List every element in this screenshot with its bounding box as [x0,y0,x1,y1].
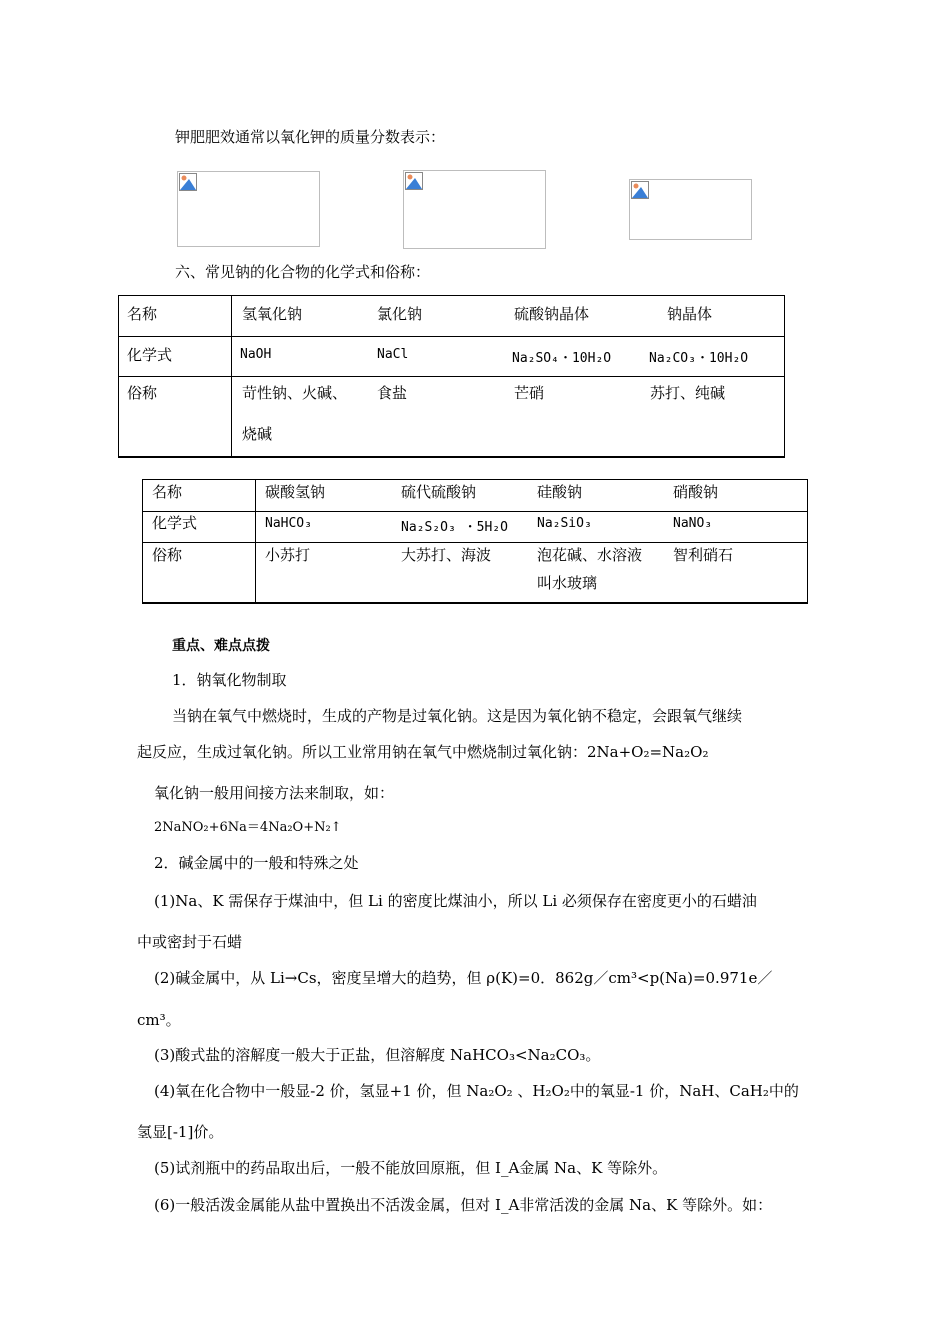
table2-alias-na2s2o3: 大苏打、海波 [401,546,492,564]
table1-alias-naoh-line1: 苛性钠、火碱、 [242,384,348,402]
item4-line2: 氢显[-1]价。 [137,1123,224,1141]
table1-alias-naoh-line2: 烧碱 [242,425,273,443]
table1-alias-label: 俗称 [127,384,158,402]
table2-name-na2sio3: 硅酸钠 [537,483,583,501]
point1-title: 1．钠氧化物制取 [172,671,287,689]
table1-header-name: 名称 [127,305,158,323]
table1-alias-na2so4: 芒硝 [514,384,545,402]
table2-alias-na2sio3-line2: 叫水玻璃 [537,574,598,592]
point2-title: 2．碱金属中的一般和特殊之处 [154,854,359,872]
item1-line1: (1)Na、K 需保存于煤油中，但 Li 的密度比煤油小，所以 Li 必须保存在密度更小的石蜡油 [154,892,757,910]
intro-text: 钾肥肥效通常以氧化钾的质量分数表示： [175,128,446,146]
table1-formula-nacl: NaCl [377,347,409,362]
item4-line1: (4)氧在化合物中一般显-2 价，氢显+1 价，但 Na₂O₂ 、H₂O₂中的氧显-1 价，NaH、CaH₂中的 [154,1082,799,1100]
key-points-heading: 重点、难点点拨 [172,637,270,653]
sodium-compounds-table-2 [142,479,808,604]
table1-name-na2so4: 硫酸钠晶体 [514,305,590,323]
image-placeholder-3 [629,179,752,240]
table2-formula-na2sio3: Na₂SiO₃ [537,516,592,531]
point1-line3: 氧化钠一般用间接方法来制取，如： [154,784,395,802]
table1-alias-nacl: 食盐 [377,384,408,402]
table2-header-name: 名称 [152,483,183,501]
image-placeholder-2 [403,170,546,249]
point1-line2: 起反应，生成过氧化钠。所以工业常用钠在氧气中燃烧制过氧化钠：2Na+O₂=Na₂O₂ [137,743,709,761]
table1-formula-na2so4: Na₂SO₄・10H₂O [512,351,612,366]
table2-alias-na2sio3-line1: 泡花碱、水溶液 [537,546,643,564]
table1-formula-label: 化学式 [127,346,173,364]
table2-formula-na2s2o3: Na₂S₂O₃ ・5H₂O [401,520,508,535]
item3: (3)酸式盐的溶解度一般大于正盐，但溶解度 NaHCO₃<Na₂CO₃。 [154,1046,601,1064]
table2-alias-nano3: 智利硝石 [673,546,734,564]
item2-line2: cm³。 [137,1011,181,1029]
broken-image-icon [631,181,649,199]
table2-alias-label: 俗称 [152,546,183,564]
broken-image-icon [405,172,423,190]
table2-name-nahco3: 碳酸氢钠 [265,483,326,501]
sodium-compounds-table-1 [118,295,785,458]
item5: (5)试剂瓶中的药品取出后，一般不能放回原瓶，但 I_A金属 Na、K 等除外。 [154,1159,668,1177]
table2-formula-label: 化学式 [152,514,198,532]
section-title: 六、常见钠的化合物的化学式和俗称： [175,263,431,281]
table1-name-na2co3: 钠晶体 [667,305,713,323]
table2-formula-nahco3: NaHCO₃ [265,516,312,531]
table1-formula-na2co3: Na₂CO₃・10H₂O [649,351,749,366]
table1-alias-na2co3: 苏打、纯碱 [650,384,726,402]
table1-formula-naoh: NaOH [240,347,272,362]
broken-image-icon [179,173,197,191]
table2-formula-nano3: NaNO₃ [673,516,713,531]
item6: (6)一般活泼金属能从盐中置换出不活泼金属，但对 I_A非常活泼的金属 Na、K 等除外。如： [154,1196,773,1214]
image-placeholder-1 [177,171,320,247]
reaction-equation: 2NaNO₂+6Na＝4Na₂O+N₂↑ [154,820,342,835]
table2-name-nano3: 硝酸钠 [673,483,719,501]
table1-name-naoh: 氢氧化钠 [242,305,303,323]
table2-name-na2s2o3: 硫代硫酸钠 [401,483,477,501]
table2-alias-nahco3: 小苏打 [265,546,311,564]
table1-name-nacl: 氯化钠 [377,305,423,323]
point1-line1: 当钠在氧气中燃烧时，生成的产物是过氧化钠。这是因为氧化钠不稳定，会跟氧气继续 [172,707,743,725]
item1-line2: 中或密封于石蜡 [137,933,243,951]
item2-line1: (2)碱金属中，从 Li→Cs，密度呈增大的趋势，但 ρ(K)=0．862g／cm³<p(Na)=0.971e／ [154,969,773,987]
